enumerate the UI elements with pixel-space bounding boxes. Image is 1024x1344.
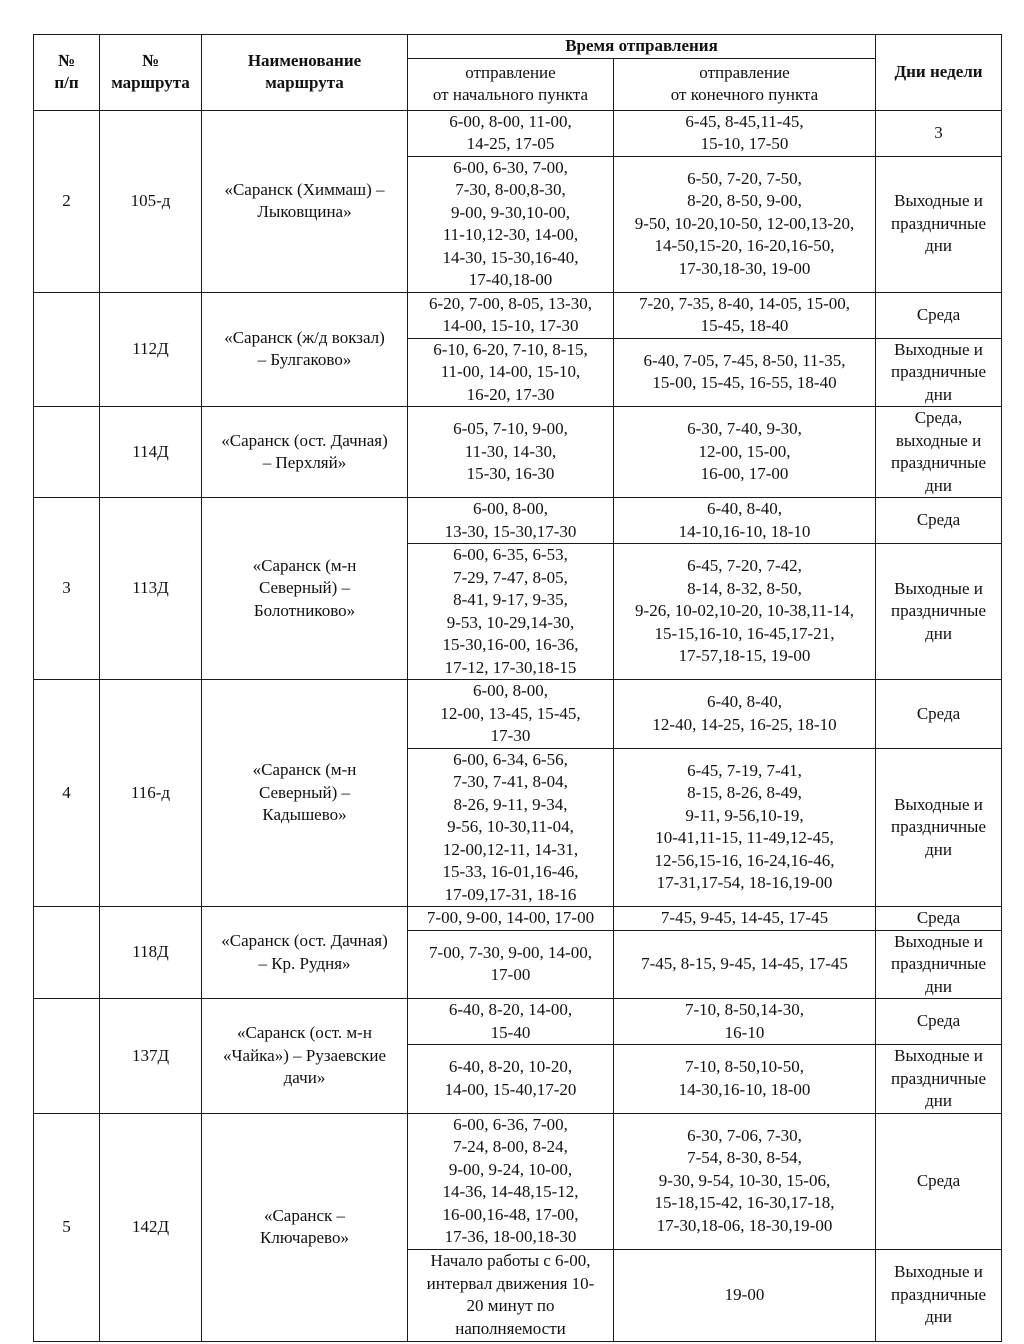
end-times-cell: 6-40, 7-05, 7-45, 8-50, 11-35, 15-00, 15-45, 16-55, 18-40 — [614, 338, 876, 407]
days-cell: Выходные и праздничные дни — [876, 1045, 1002, 1114]
row-number-cell — [34, 907, 100, 999]
header-from-start: отправление от начального пункта — [408, 58, 614, 110]
route-name-cell: «Саранск (ост. м-н «Чайка») – Рузаевские дачи» — [202, 999, 408, 1114]
row-number-cell — [34, 407, 100, 498]
route-number-cell: 142Д — [100, 1113, 202, 1341]
route-number-cell: 116-д — [100, 680, 202, 907]
route-name-cell: «Саранск (м-н Северный) – Болотниково» — [202, 498, 408, 680]
start-times-cell: 6-05, 7-10, 9-00, 11-30, 14-30, 15-30, 16-30 — [408, 407, 614, 498]
end-times-cell: 6-45, 7-20, 7-42, 8-14, 8-32, 8-50, 9-26, 10-02,10-20, 10-38,11-14, 15-15,16-10, 16-45,17-21, 17-57,18-15, 19-00 — [614, 544, 876, 680]
days-cell: Выходные и праздничные дни — [876, 544, 1002, 680]
start-times-cell: 6-00, 8-00, 11-00, 14-25, 17-05 — [408, 110, 614, 156]
start-times-cell: 6-40, 8-20, 14-00, 15-40 — [408, 999, 614, 1045]
start-times-cell: 6-40, 8-20, 10-20, 14-00, 15-40,17-20 — [408, 1045, 614, 1114]
route-name-cell: «Саранск (м-н Северный) – Кадышево» — [202, 680, 408, 907]
days-cell: Выходные и праздничные дни — [876, 930, 1002, 999]
start-times-cell: 6-00, 6-30, 7-00, 7-30, 8-00,8-30, 9-00, 9-30,10-00, 11-10,12-30, 14-00, 14-30, 15-30,16-40, 17-40,18-00 — [408, 156, 614, 292]
days-cell: Выходные и праздничные дни — [876, 156, 1002, 292]
route-number-cell: 113Д — [100, 498, 202, 680]
table-row — [34, 292, 1002, 338]
end-times-cell: 6-50, 7-20, 7-50, 8-20, 8-50, 9-00, 9-50, 10-20,10-50, 12-00,13-20, 14-50,15-20, 16-20,16-50, 17-30,18-30, 19-00 — [614, 156, 876, 292]
start-times-cell: Начало работы с 6-00, интервал движения 10- 20 минут по наполняемости — [408, 1249, 614, 1341]
start-times-cell: 6-00, 8-00, 13-30, 15-30,17-30 — [408, 498, 614, 544]
route-number-cell: 114Д — [100, 407, 202, 498]
start-times-cell: 6-20, 7-00, 8-05, 13-30, 14-00, 15-10, 17-30 — [408, 292, 614, 338]
table-row — [34, 907, 1002, 931]
header-route-number: № маршрута — [100, 35, 202, 111]
table-row — [34, 407, 1002, 498]
days-cell: Среда — [876, 999, 1002, 1045]
row-number-cell: 5 — [34, 1113, 100, 1341]
start-times-cell: 7-00, 7-30, 9-00, 14-00, 17-00 — [408, 930, 614, 999]
route-name-cell: «Саранск (ж/д вокзал) – Булгаково» — [202, 292, 408, 407]
days-cell: Выходные и праздничные дни — [876, 1249, 1002, 1341]
route-number-cell: 105-д — [100, 110, 202, 292]
route-number-cell: 137Д — [100, 999, 202, 1114]
row-number-cell — [34, 292, 100, 407]
row-number-cell: 3 — [34, 498, 100, 680]
days-cell: Среда — [876, 498, 1002, 544]
header-from-end: отправление от конечного пункта — [614, 58, 876, 110]
table-row — [34, 498, 1002, 544]
days-cell: Среда — [876, 1113, 1002, 1249]
start-times-cell: 6-00, 6-34, 6-56, 7-30, 7-41, 8-04, 8-26, 9-11, 9-34, 9-56, 10-30,11-04, 12-00,12-11, 14-31, 15-33, 16-01,16-46, 17-09,17-31, 18-16 — [408, 748, 614, 907]
days-cell: Среда — [876, 680, 1002, 749]
end-times-cell: 6-30, 7-40, 9-30, 12-00, 15-00, 16-00, 17-00 — [614, 407, 876, 498]
end-times-cell: 6-45, 7-19, 7-41, 8-15, 8-26, 8-49, 9-11, 9-56,10-19, 10-41,11-15, 11-49,12-45, 12-56,15-16, 16-24,16-46, 17-31,17-54, 18-16,19-00 — [614, 748, 876, 907]
row-number-cell: 4 — [34, 680, 100, 907]
end-times-cell: 6-30, 7-06, 7-30, 7-54, 8-30, 8-54, 9-30, 9-54, 10-30, 15-06, 15-18,15-42, 16-30,17-18, 17-30,18-06, 18-30,19-00 — [614, 1113, 876, 1249]
row-number-cell — [34, 999, 100, 1114]
route-name-cell: «Саранск (ост. Дачная) – Перхляй» — [202, 407, 408, 498]
table-row — [34, 110, 1002, 156]
days-cell: Среда, выходные и праздничные дни — [876, 407, 1002, 498]
route-name-cell: «Саранск (Химмаш) – Лыковщина» — [202, 110, 408, 292]
end-times-cell: 19-00 — [614, 1249, 876, 1341]
end-times-cell: 6-45, 8-45,11-45, 15-10, 17-50 — [614, 110, 876, 156]
row-number-cell: 2 — [34, 110, 100, 292]
header-days: Дни недели — [876, 35, 1002, 111]
header-departure-time: Время отправления — [408, 35, 876, 59]
end-times-cell: 7-10, 8-50,10-50, 14-30,16-10, 18-00 — [614, 1045, 876, 1114]
header-route-name: Наименование маршрута — [202, 35, 408, 111]
days-cell: Среда — [876, 292, 1002, 338]
start-times-cell: 6-00, 6-35, 6-53, 7-29, 7-47, 8-05, 8-41, 9-17, 9-35, 9-53, 10-29,14-30, 15-30,16-00, 16-36, 17-12, 17-30,18-15 — [408, 544, 614, 680]
table-row — [34, 1113, 1002, 1249]
route-name-cell: «Саранск (ост. Дачная) – Кр. Рудня» — [202, 907, 408, 999]
table-row — [34, 680, 1002, 749]
end-times-cell: 7-20, 7-35, 8-40, 14-05, 15-00, 15-45, 18-40 — [614, 292, 876, 338]
start-times-cell: 7-00, 9-00, 14-00, 17-00 — [408, 907, 614, 931]
end-times-cell: 6-40, 8-40, 14-10,16-10, 18-10 — [614, 498, 876, 544]
route-number-cell: 112Д — [100, 292, 202, 407]
start-times-cell: 6-00, 6-36, 7-00, 7-24, 8-00, 8-24, 9-00, 9-24, 10-00, 14-36, 14-48,15-12, 16-00,16-48, 17-00, 17-36, 18-00,18-30 — [408, 1113, 614, 1249]
schedule-table — [33, 34, 1002, 1342]
days-cell: Выходные и праздничные дни — [876, 338, 1002, 407]
end-times-cell: 7-10, 8-50,14-30, 16-10 — [614, 999, 876, 1045]
days-cell: Выходные и праздничные дни — [876, 748, 1002, 907]
start-times-cell: 6-10, 6-20, 7-10, 8-15, 11-00, 14-00, 15-10, 16-20, 17-30 — [408, 338, 614, 407]
end-times-cell: 7-45, 9-45, 14-45, 17-45 — [614, 907, 876, 931]
table-row — [34, 999, 1002, 1045]
days-cell: Среда — [876, 907, 1002, 931]
days-cell: 3 — [876, 110, 1002, 156]
route-name-cell: «Саранск – Ключарево» — [202, 1113, 408, 1341]
end-times-cell: 7-45, 8-15, 9-45, 14-45, 17-45 — [614, 930, 876, 999]
header-row-number: № п/п — [34, 35, 100, 111]
start-times-cell: 6-00, 8-00, 12-00, 13-45, 15-45, 17-30 — [408, 680, 614, 749]
route-number-cell: 118Д — [100, 907, 202, 999]
end-times-cell: 6-40, 8-40, 12-40, 14-25, 16-25, 18-10 — [614, 680, 876, 749]
